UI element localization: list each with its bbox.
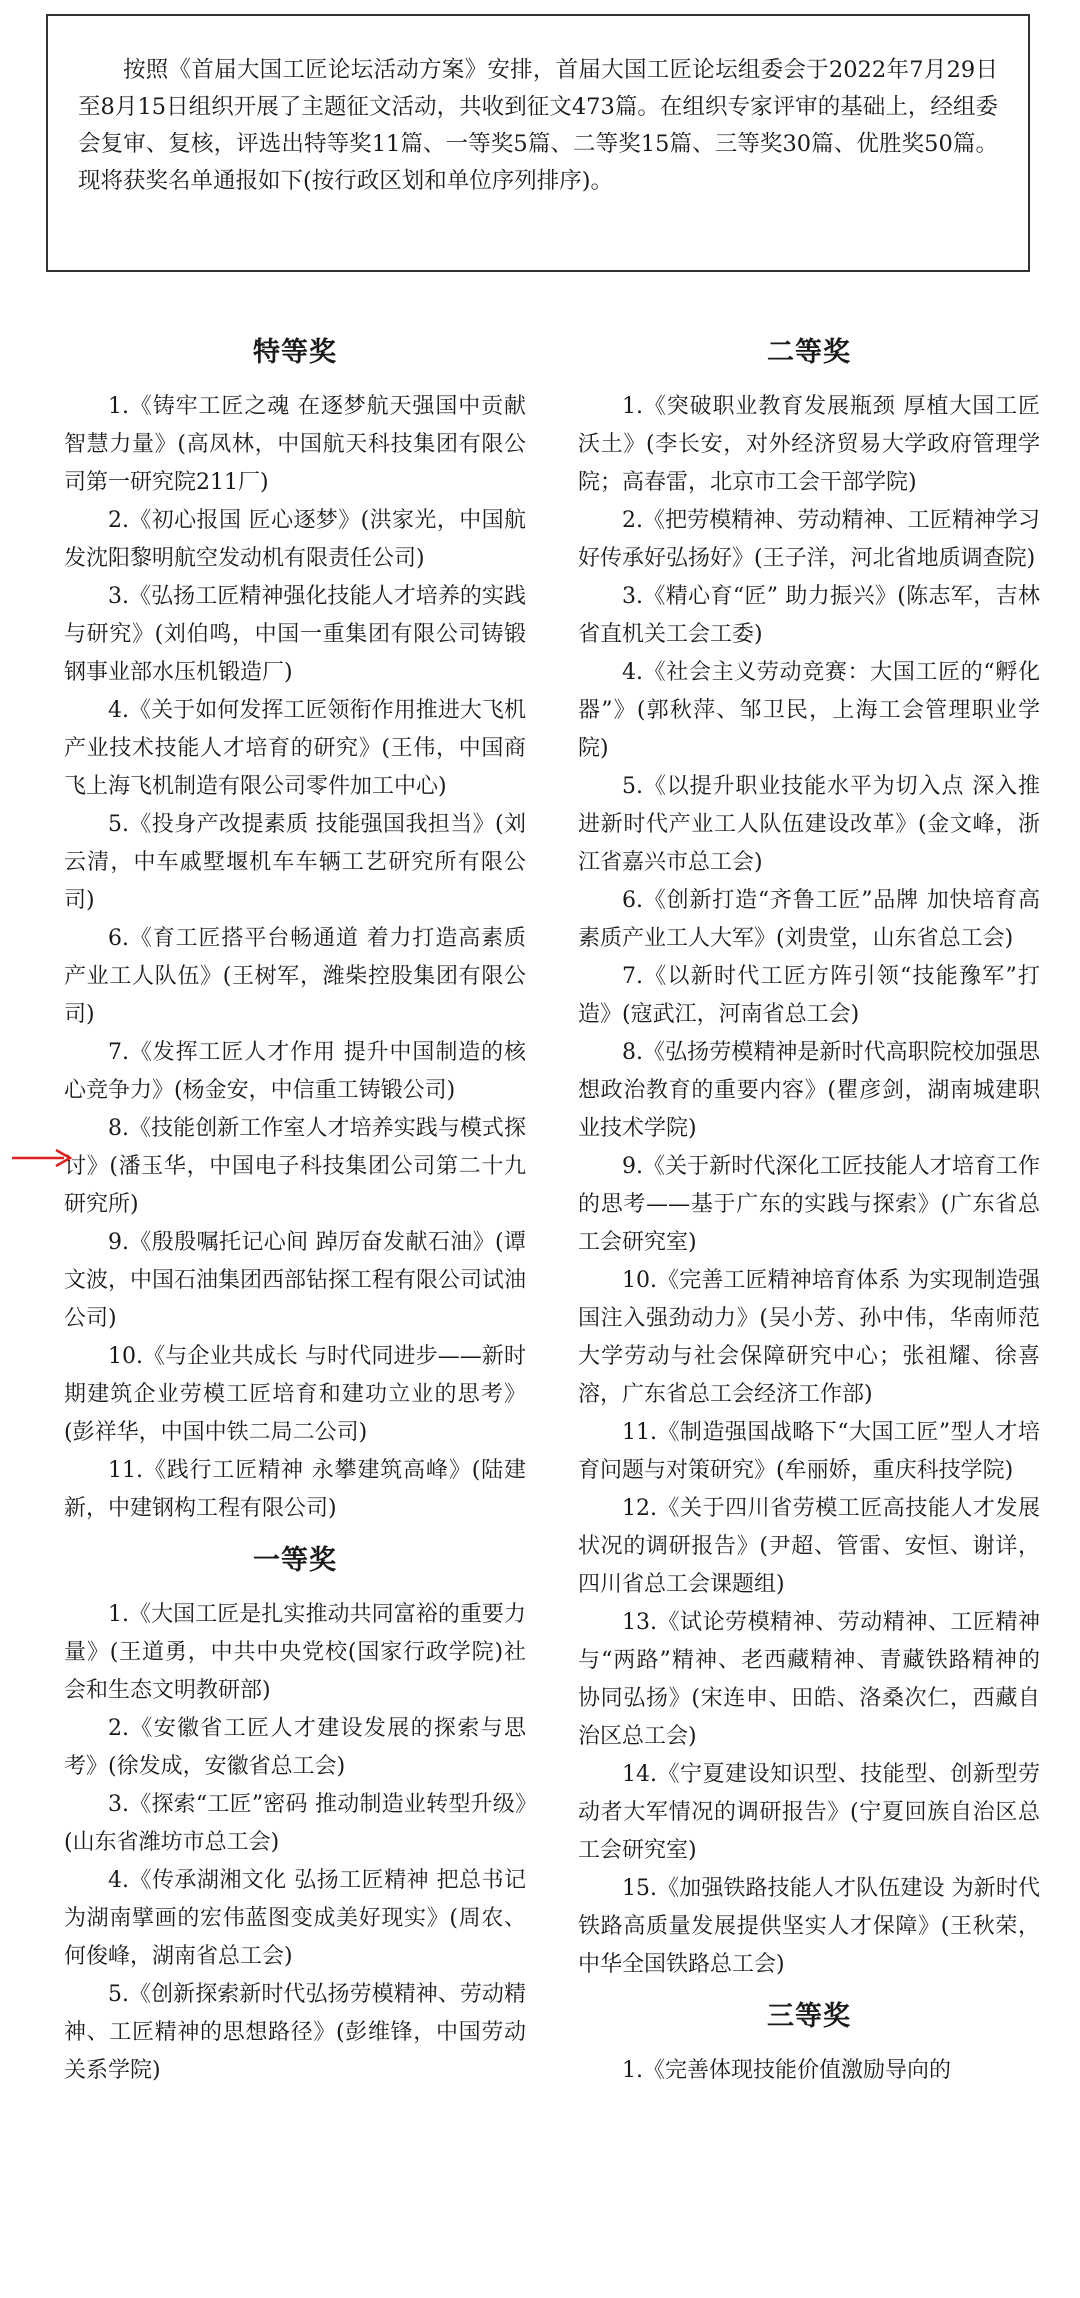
list-item: 13.《试论劳模精神、劳动精神、工匠精神与“两路”精神、老西藏精神、青藏铁路精神的协同弘扬》(宋连申、田皓、洛桑次仁，西藏自治区总工会) — [578, 1610, 1040, 1749]
list-item: 2.《把劳模精神、劳动精神、工匠精神学习好传承好弘扬好》(王子洋，河北省地质调查院) — [578, 508, 1040, 571]
list-item: 1.《完善体现技能价值激励导向的 — [622, 2058, 951, 2083]
intro-box — [46, 14, 1030, 272]
section-first-prize — [64, 1538, 526, 2090]
arrow-right-icon — [12, 1148, 74, 1168]
list-item: 15.《加强铁路技能人才队伍建设 为新时代铁路高质量发展提供坚实人才保障》(王秋荣，中华全国铁路总工会) — [578, 1876, 1040, 1977]
list-item: 8.《弘扬劳模精神是新时代高职院校加强思想政治教育的重要内容》(瞿彦剑，湖南城建职业技术学院) — [578, 1040, 1040, 1141]
list-item: 8.《技能创新工作室人才培养实践与模式探讨》(潘玉华，中国电子科技集团公司第二十九研究所) — [64, 1116, 526, 1217]
list-item: 6.《育工匠搭平台畅通道 着力打造高素质产业工人队伍》(王树军，潍柴控股集团有限公司) — [64, 926, 526, 1027]
list-item: 10.《与企业共成长 与时代同进步——新时期建筑企业劳模工匠培育和建功立业的思考》(彭祥华，中国中铁二局二公司) — [64, 1344, 526, 1445]
list-item: 14.《宁夏建设知识型、技能型、创新型劳动者大军情况的调研报告》(宁夏回族自治区总工会研究室) — [578, 1762, 1040, 1863]
list-item: 6.《创新打造“齐鲁工匠”品牌 加快培育高素质产业工人大军》(刘贵堂，山东省总工会) — [578, 888, 1040, 951]
list-item: 11.《制造强国战略下“大国工匠”型人才培育问题与对策研究》(牟丽娇，重庆科技学院) — [578, 1420, 1040, 1483]
intro-paragraph: 按照《首届大国工匠论坛活动方案》安排，首届大国工匠论坛组委会于2022年7月29日至8月15日组织开展了主题征文活动，共收到征文473篇。在组织专家评审的基础上，经组委会复审、复核，评选出特等奖11篇、一等奖5篇、二等奖15篇、三等奖30篇、优胜奖50篇。现将获奖名单通报如下(按行政区划和单位序列排序)。 — [78, 57, 998, 194]
list-item: 1.《大国工匠是扎实推动共同富裕的重要力量》(王道勇，中共中央党校(国家行政学院)社会和生态文明教研部) — [64, 1602, 526, 1703]
list-item: 4.《社会主义劳动竞赛：大国工匠的“孵化器”》(郭秋萍、邹卫民，上海工会管理职业学院) — [578, 660, 1040, 761]
list-item: 4.《关于如何发挥工匠领衔作用推进大飞机产业技术技能人才培育的研究》(王伟，中国商飞上海飞机制造有限公司零件加工中心) — [64, 698, 526, 799]
list-item: 7.《以新时代工匠方阵引领“技能豫军”打造》(寇武江，河南省总工会) — [578, 964, 1040, 1027]
section-second-prize — [578, 330, 1040, 1984]
list-item: 7.《发挥工匠人才作用 提升中国制造的核心竞争力》(杨金安，中信重工铸锻公司) — [64, 1040, 526, 1103]
list-item: 5.《投身产改提素质 技能强国我担当》(刘云清，中车戚墅堰机车车辆工艺研究所有限公司) — [64, 812, 526, 913]
list-item: 2.《安徽省工匠人才建设发展的探索与思考》(徐发成，安徽省总工会) — [64, 1716, 526, 1779]
list-item: 9.《殷殷嘱托记心间 踔厉奋发献石油》(谭文波，中国石油集团西部钻探工程有限公司试油公司) — [64, 1230, 527, 1331]
list-item: 3.《弘扬工匠精神强化技能人才培养的实践与研究》(刘伯鸣，中国一重集团有限公司铸锻钢事业部水压机锻造厂) — [64, 584, 526, 685]
list-item: 1.《铸牢工匠之魂 在逐梦航天强国中贡献智慧力量》(高凤林，中国航天科技集团有限公司第一研究院211厂) — [64, 394, 526, 495]
list-item: 3.《探索“工匠”密码 推动制造业转型升级》(山东省潍坊市总工会) — [64, 1792, 526, 1855]
list-item: 10.《完善工匠精神培育体系 为实现制造强国注入强劲动力》(吴小芳、孙中伟，华南师范大学劳动与社会保障研究中心；张祖耀、徐喜溶，广东省总工会经济工作部) — [578, 1268, 1040, 1407]
list-item: 11.《践行工匠精神 永攀建筑高峰》(陆建新，中建钢构工程有限公司) — [64, 1458, 526, 1521]
left-column — [64, 320, 526, 2090]
list-item: 1.《突破职业教育发展瓶颈 厚植大国工匠沃土》(李长安，对外经济贸易大学政府管理学院；高春雷，北京市工会干部学院) — [578, 394, 1040, 495]
section-third-prize — [578, 1994, 1040, 2090]
right-column — [578, 320, 1040, 2090]
list-item: 9.《关于新时代深化工匠技能人才培育工作的思考——基于广东的实践与探索》(广东省总工会研究室) — [578, 1154, 1040, 1255]
section-title: 三等奖 — [767, 2001, 851, 2032]
list-item: 5.《创新探索新时代弘扬劳模精神、劳动精神、工匠精神的思想路径》(彭维锋，中国劳动关系学院) — [64, 1982, 526, 2083]
list-item: 4.《传承湖湘文化 弘扬工匠精神 把总书记为湖南擘画的宏伟蓝图变成美好现实》(周农、何俊峰，湖南省总工会) — [64, 1868, 526, 1969]
section-title: 一等奖 — [253, 1545, 337, 1576]
list-item: 2.《初心报国 匠心逐梦》(洪家光，中国航发沈阳黎明航空发动机有限责任公司) — [64, 508, 526, 571]
section-special-prize — [64, 330, 526, 1528]
list-item: 12.《关于四川省劳模工匠高技能人才发展状况的调研报告》(尹超、管雷、安恒、谢详，四川省总工会课题组) — [578, 1496, 1040, 1597]
list-item: 5.《以提升职业技能水平为切入点 深入推进新时代产业工人队伍建设改革》(金文峰，浙江省嘉兴市总工会) — [578, 774, 1040, 875]
section-title: 特等奖 — [253, 337, 337, 368]
list-item: 3.《精心育“匠” 助力振兴》(陈志军，吉林省直机关工会工委) — [578, 584, 1040, 647]
section-title: 二等奖 — [767, 337, 851, 368]
